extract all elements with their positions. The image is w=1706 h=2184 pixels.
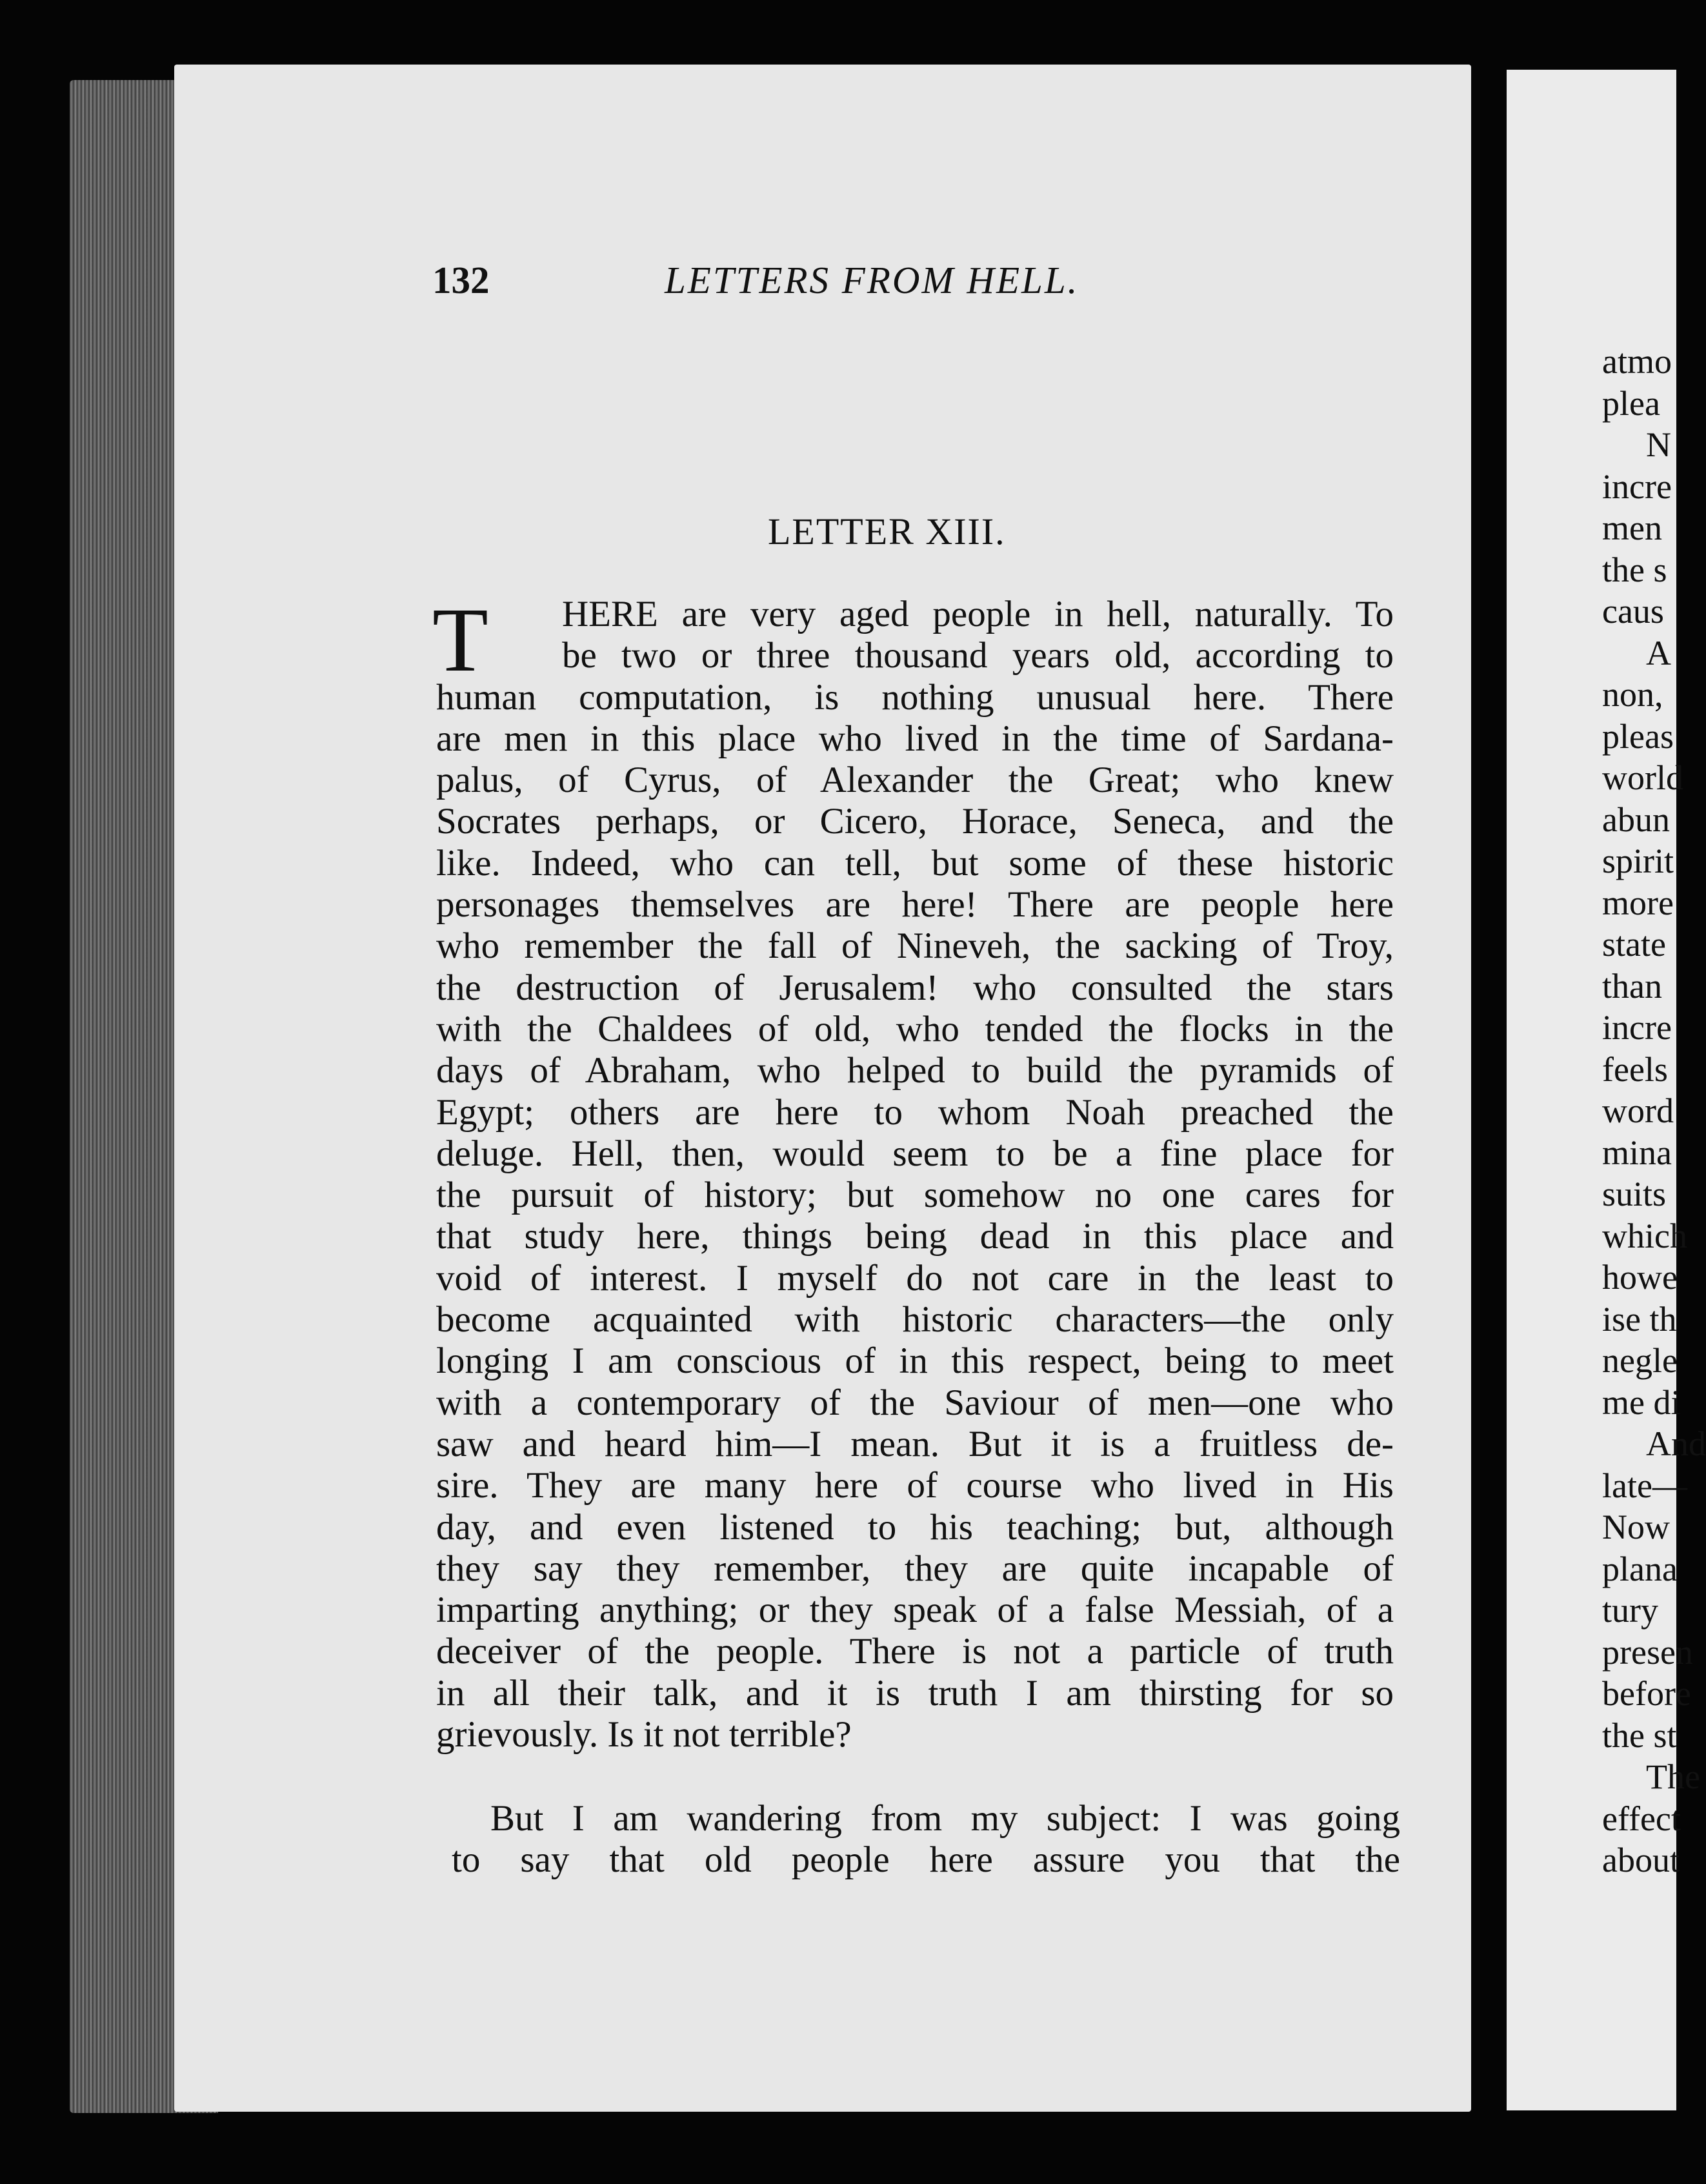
text-line: that study here, things being dead in this place and xyxy=(436,1216,1394,1257)
text-line: with the Chaldees of old, who tended the flocks in the xyxy=(436,1008,1394,1049)
text-line: imparting anything; or they speak of a false Messiah, of a xyxy=(436,1590,1394,1631)
text-line: they say they remember, they are quite incapable of xyxy=(436,1548,1394,1589)
text-fragment: before xyxy=(1602,1674,1691,1713)
text-fragment: negle xyxy=(1602,1341,1678,1380)
text-fragment: about xyxy=(1602,1841,1680,1879)
text-line: to say that old people here assure you that the xyxy=(452,1839,1400,1881)
text-fragment: feels xyxy=(1602,1049,1668,1089)
text-fragment: N xyxy=(1646,425,1671,464)
book-gutter xyxy=(1471,58,1507,2117)
running-title: LETTERS FROM HELL. xyxy=(665,259,1079,301)
text-fragment: than xyxy=(1602,966,1662,1006)
text-line: human computation, is nothing unusual here. There xyxy=(436,676,1394,718)
text-line: But I am wandering from my subject: I was going xyxy=(490,1798,1400,1839)
paragraph-1 xyxy=(432,589,1394,1755)
text-line: HERE are very aged people in hell, naturally. To xyxy=(562,594,1394,634)
paragraph-2 xyxy=(452,1798,1400,1881)
text-fragment: the s xyxy=(1602,550,1667,589)
text-line: are men in this place who lived in the time of Sardana- xyxy=(436,718,1394,759)
text-line: longing I am conscious of in this respect, being to meet xyxy=(436,1340,1394,1382)
text-fragment: atmo xyxy=(1602,342,1672,381)
text-line: the destruction of Jerusalem! who consulted the stars xyxy=(436,967,1394,1008)
text-line: like. Indeed, who can tell, but some of these historic xyxy=(436,842,1394,884)
text-line: be two or three thousand years old, according to xyxy=(562,635,1394,676)
text-line: grievously. Is it not terrible? xyxy=(436,1714,852,1755)
text-line: who remember the fall of Nineveh, the sacking of Troy, xyxy=(436,925,1394,967)
text-fragment: mina xyxy=(1602,1133,1672,1172)
text-line: the pursuit of history; but somehow no one cares for xyxy=(436,1175,1394,1216)
text-fragment: abun xyxy=(1602,800,1670,839)
text-fragment: plana xyxy=(1602,1549,1678,1588)
text-fragment: plea xyxy=(1602,383,1660,423)
text-fragment: Now xyxy=(1602,1508,1670,1546)
page-number: 132 xyxy=(432,259,490,301)
text-fragment: tury xyxy=(1602,1591,1658,1630)
text-line: deceiver of the people. There is not a particle of truth xyxy=(436,1631,1394,1672)
text-line: palus, of Cyrus, of Alexander the Great; who knew xyxy=(436,760,1394,801)
text-fragment: effect xyxy=(1602,1799,1681,1838)
text-fragment: And xyxy=(1646,1424,1706,1463)
text-fragment: men xyxy=(1602,509,1662,547)
text-line: deluge. Hell, then, would seem to be a fine place for xyxy=(436,1133,1394,1174)
right-page-text xyxy=(1602,341,1706,1881)
letter-heading: LETTER XIII. xyxy=(768,511,1006,552)
text-line: sire. They are many here of course who lived in His xyxy=(436,1465,1394,1506)
text-line: personages themselves are here! There are people here xyxy=(436,884,1394,925)
text-fragment: incre xyxy=(1602,467,1672,506)
text-line: days of Abraham, who helped to build the pyramids of xyxy=(436,1050,1394,1091)
text-fragment: non, xyxy=(1602,675,1663,714)
page-header xyxy=(432,258,1161,310)
text-fragment: caus xyxy=(1602,592,1664,631)
text-fragment: more xyxy=(1602,883,1674,922)
text-line: become acquainted with historic characters—the only xyxy=(436,1299,1394,1340)
text-fragment: howe xyxy=(1602,1258,1678,1297)
text-fragment: pleas xyxy=(1602,716,1674,756)
text-fragment: me di xyxy=(1602,1382,1681,1422)
text-fragment: word xyxy=(1602,1091,1674,1130)
text-fragment: The xyxy=(1646,1757,1700,1796)
text-fragment: suits xyxy=(1602,1175,1667,1213)
text-fragment: incre xyxy=(1602,1008,1672,1047)
text-line: Socrates perhaps, or Cicero, Horace, Seneca, and the xyxy=(436,801,1394,842)
text-fragment: which xyxy=(1602,1216,1687,1255)
text-fragment: ise th xyxy=(1602,1299,1677,1339)
text-fragment: world xyxy=(1602,758,1683,797)
text-line: in all their talk, and it is truth I am thirsting for so xyxy=(436,1672,1394,1714)
text-line: Egypt; others are here to whom Noah preached the xyxy=(436,1091,1394,1133)
text-fragment: presen xyxy=(1602,1632,1693,1672)
text-line: saw and heard him—I mean. But it is a fruitless de- xyxy=(436,1423,1394,1464)
text-line: day, and even listened to his teaching; but, although xyxy=(436,1506,1394,1548)
text-fragment: late— xyxy=(1602,1466,1687,1505)
text-fragment: the st xyxy=(1602,1715,1677,1755)
text-fragment: spirit xyxy=(1602,842,1674,880)
drop-cap: T xyxy=(432,589,488,691)
text-line: void of interest. I myself do not care in the least to xyxy=(436,1257,1394,1299)
text-fragment: A xyxy=(1646,633,1671,672)
text-line: with a contemporary of the Saviour of men—one who xyxy=(436,1382,1394,1423)
text-fragment: state xyxy=(1602,925,1666,964)
